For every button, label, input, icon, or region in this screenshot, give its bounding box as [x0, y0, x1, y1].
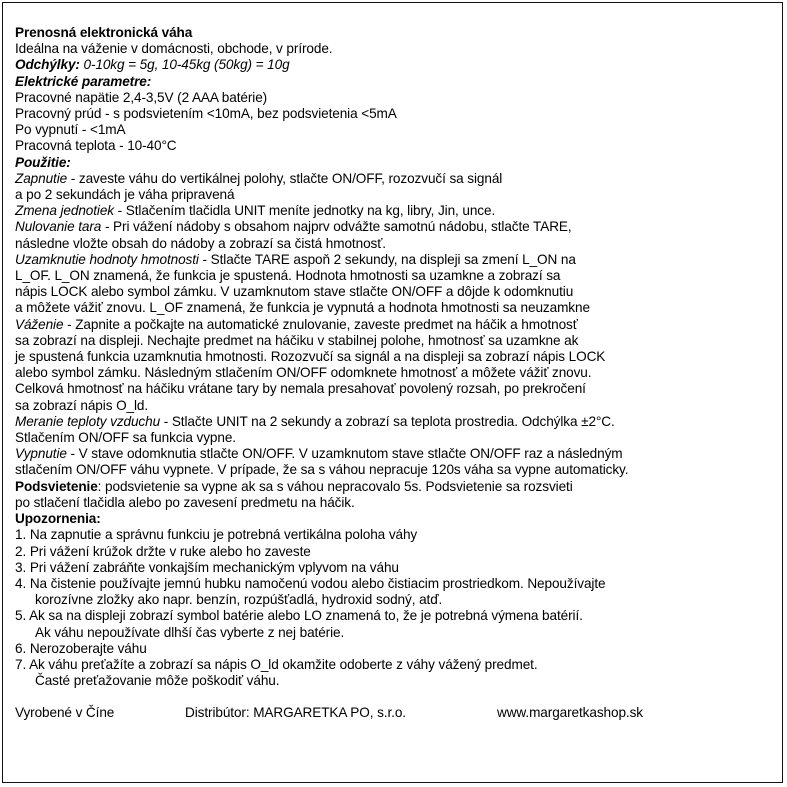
warnings-heading: Upozornenia: [15, 511, 101, 527]
warning-item-6: 6. Nerozoberajte váhu [15, 640, 147, 656]
power-off-line-2: stlačením ON/OFF váhu vypnete. V prípade, že sa s váhou nepracuje 120s váha sa vypne automaticky. [15, 462, 629, 478]
tare-line-1: Nulovanie tara - Pri vážení nádoby s obsahom najprv odvážte samotnú nádobu, stlačte TARE, [15, 219, 572, 235]
lock-line-1: Uzamknutie hodnoty hmotnosti - Stlačte TARE aspoň 2 sekundy, na displeji sa zmení L_ON na [15, 251, 576, 267]
tare-line-2: následne vložte obsah do nádoby a zobrazí sa čistá hmotnosť. [15, 235, 386, 251]
footer [15, 705, 780, 721]
electrical-heading: Elektrické parametre: [15, 73, 152, 89]
weighing-line-2: sa zobrazí na displeji. Nechajte predmet na háčiku v stabilnej polohe, hmotnosť sa uzamkne ak [15, 332, 579, 348]
power-off-label: Vypnutie [15, 446, 67, 462]
weighing-label: Váženie [15, 316, 64, 332]
temperature-line-1: Meranie teploty vzduchu - Stlačte UNIT na 2 sekundy a zobrazí sa teplota prostredia. Odchýlka ±2°C. [15, 413, 615, 429]
temperature-label: Meranie teploty vzduchu [15, 413, 161, 429]
distributor-text: Distribútor: MARGARETKA PO, s.r.o. [185, 705, 406, 721]
temperature-line-2: Stlačením ON/OFF sa funkcia vypne. [15, 430, 236, 446]
lock-line-3: nápis LOCK alebo symbol zámku. V uzamknutom stave stlačte ON/OFF a dôjde k odomknutiu [15, 284, 574, 300]
electrical-current: Pracovný prúd - s podsvietením <10mA, bez podsvietenia <5mA [15, 106, 397, 122]
backlight-line-2: po stlačení tlačidla alebo po zavesení predmetu na háčik. [15, 494, 355, 510]
weighing-line-3: je spustená funkcia uzamknutia hmotnosti. Rozozvučí sa signál a na displeji sa zobrazí nápis LOCK [15, 349, 606, 365]
origin-text: Vyrobené v Číne [15, 705, 115, 721]
electrical-voltage: Pracovné napätie 2,4-3,5V (2 AAA batérie) [15, 89, 268, 105]
power-on-label: Zapnutie [15, 170, 68, 186]
warning-item-4-cont: korozívne zložky ako napr. benzín, rozpúšťadlá, hydroxid sodný, atď. [35, 592, 443, 608]
electrical-standby: Po vypnutí - <1mA [15, 122, 126, 138]
weighing-line-1: Váženie - Zapnite a počkajte na automatické znulovanie, zaveste predmet na háčik a hmotnosť [15, 316, 578, 332]
backlight-line-1: Podsvietenie: podsvietenie sa vypne ak sa s váhou nepracovalo 5s. Podsvietenie sa rozsvieti [15, 478, 573, 494]
deviation-text: 0-10kg = 5g, 10-45kg (50kg) = 10g [79, 57, 290, 73]
intro-text: Ideálna na váženie v domácnosti, obchode, v prírode. [15, 41, 333, 57]
warning-item-5: 5. Ak sa na displeji zobrazí symbol batérie alebo LO znamená to, že je potrebná výmena batérií. [15, 608, 583, 624]
deviation-line [15, 57, 780, 73]
power-on-line-2: a po 2 sekundách je váha pripravená [15, 187, 235, 203]
warning-item-7-cont: Časté preťažovanie môže poškodiť váhu. [35, 673, 280, 689]
warning-item-7: 7. Ak váhu preťažíte a zobrazí sa nápis O_ld okamžite odoberte z váhy vážený predmet. [15, 656, 538, 672]
units-label: Zmena jednotiek [15, 203, 114, 219]
power-off-line-1: Vypnutie - V stave odomknutia stlačte ON/OFF. V uzamknutom stave stlačte ON/OFF raz a následným [15, 446, 623, 462]
usage-heading: Použitie: [15, 154, 71, 170]
weighing-line-6: sa zobrazí nápis O_ld. [15, 397, 149, 413]
warning-item-5-cont: Ak váhu nepoužívate dlhší čas vyberte z nej batérie. [35, 624, 345, 640]
lock-line-4: a môžete vážiť znovu. L_OF znamená, že funkcia je vypnutá a hodnota hmotnosti sa neuzamkne [15, 300, 590, 316]
spacer [15, 689, 780, 705]
lock-line-2: L_OF. L_ON znamená, že funkcia je spustená. Hodnota hmotnosti sa uzamkne a zobrazí sa [15, 268, 561, 284]
deviation-label: Odchýlky: [15, 57, 80, 73]
electrical-temperature: Pracovná teplota - 10-40°C [15, 138, 177, 154]
product-title: Prenosná elektronická váha [15, 25, 193, 40]
website-link[interactable]: www.margaretkashop.sk [497, 705, 643, 721]
warning-item-1: 1. Na zapnutie a správnu funkciu je potrebná vertikálna poloha váhy [15, 527, 418, 543]
label-page [2, 2, 783, 783]
weighing-line-5: Celková hmotnosť na háčiku vrátane tary by nemala presahovať povolený rozsah, po prekročení [15, 381, 586, 397]
warning-item-4: 4. Na čistenie používajte jemnú hubku namočenú vodou alebo čistiacim prostriedkom. Nepoužívajte [15, 575, 606, 591]
warning-item-3: 3. Pri vážení zabráňte vonkajším mechanickým vplyvom na váhu [15, 559, 399, 575]
backlight-label: Podsvietenie [15, 478, 98, 494]
warning-item-2: 2. Pri vážení krúžok držte v ruke alebo ho zaveste [15, 543, 311, 559]
tare-label: Nulovanie tara [15, 219, 102, 235]
weighing-line-4: alebo symbol zámku. Následným stlačením ON/OFF odomknete hmotnosť a môžete vážiť znovu. [15, 365, 592, 381]
units-line: Zmena jednotiek - Stlačením tlačidla UNIT meníte jednotky na kg, libry, Jin, unce. [15, 203, 496, 219]
power-on-line-1: Zapnutie - zaveste váhu do vertikálnej polohy, stlačte ON/OFF, rozozvučí sa signál [15, 170, 503, 186]
lock-label: Uzamknutie hodnoty hmotnosti [15, 251, 199, 267]
instruction-text [15, 25, 780, 722]
